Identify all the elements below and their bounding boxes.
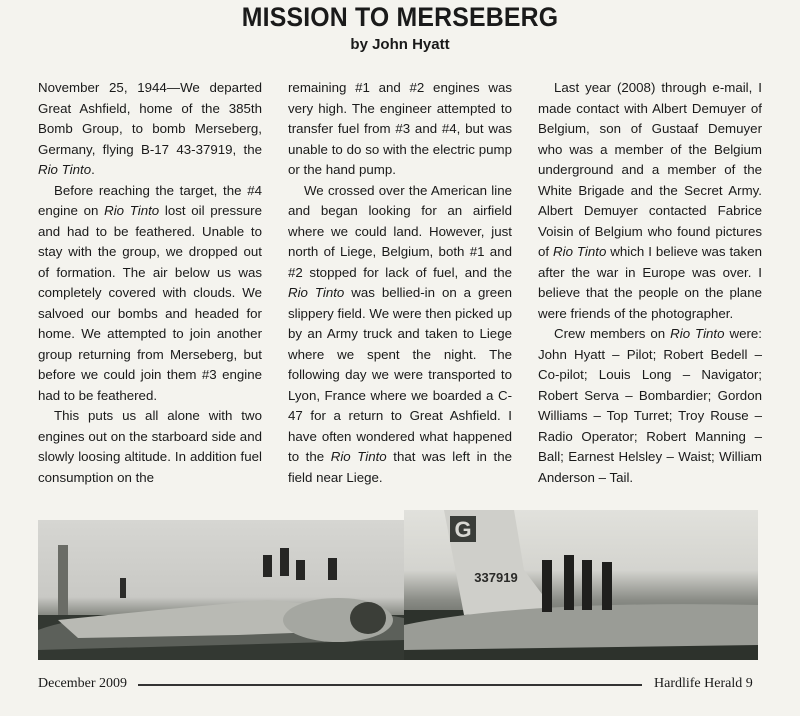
article-columns bbox=[38, 78, 762, 488]
article-title: MISSION TO MERSEBERG bbox=[241, 2, 559, 32]
paragraph: remaining #1 and #2 engines was very high. The engineer attempted to transfer fuel from #3 and #4, but was unable to do so with the electric pump or the hand pump. bbox=[288, 80, 512, 177]
tail-serial: 337919 bbox=[474, 570, 518, 585]
wreck-illustration-left bbox=[38, 520, 404, 660]
footer-rule bbox=[138, 684, 642, 686]
footer-date: December 2009 bbox=[38, 676, 128, 691]
paragraph: Crew members on Rio Tinto were: John Hyatt – Pilot; Robert Bedell – Co-pilot; Louis Long – Navigator; Robert Serva – Bombardier; Gordon Williams – Top Turret; Troy Rouse – Radio Operator; Robert Manning – Ball; Earnest Helsley – Waist; William Anderson – Tail. bbox=[538, 326, 762, 485]
footer-publication-page: Hardlife Herald 9 bbox=[654, 676, 753, 691]
crash-photos bbox=[38, 510, 758, 660]
paragraph: November 25, 1944—We departed Great Ashfield, home of the 385th Bomb Group, to bomb Merseberg, Germany, flying B-17 43-37919, the Rio Tinto. bbox=[38, 80, 262, 177]
paragraph: Last year (2008) through e-mail, I made contact with Albert Demuyer of Belgium, son of Gustaaf Demuyer who was a member of the Belgium underground and a member of the White Brigade and the Secret Army. Albert Demuyer contacted Fabrice Voisin of Belgium who found pictures of Rio Tinto which I believe was taken after the war in Europe was over. I believe that the people on the plane were friends of the photographer. bbox=[538, 80, 762, 321]
article-byline: by John Hyatt bbox=[350, 36, 450, 53]
column-1 bbox=[38, 78, 262, 488]
photo-wreck-right bbox=[404, 510, 758, 660]
photo-wreck-left bbox=[38, 520, 404, 660]
tail-letter: G bbox=[454, 517, 472, 542]
wreck-illustration-right bbox=[404, 510, 758, 660]
column-2 bbox=[288, 78, 512, 488]
column-3 bbox=[538, 78, 762, 488]
paragraph: This puts us all alone with two engines out on the starboard side and slowly loosing altitude. In addition fuel consumption on the bbox=[38, 408, 262, 485]
paragraph: Before reaching the target, the #4 engine on Rio Tinto lost oil pressure and had to be feathered. Unable to stay with the group, we dropped out of formation. The air below us was completely covered with clouds. We salvoed our bombs and headed for home. We attempted to join another group returning from Merseberg, but before we could join them #3 engine had to be feathered. bbox=[38, 182, 263, 403]
paragraph: We crossed over the American line and began looking for an airfield where we could land. However, just north of Liege, Belgium, both #1 and #2 stopped for lack of fuel, and the Rio Tinto was bellied-in on a green slippery field. We were then picked up by an Army truck and taken to Liege where we spent the night. The following day we were transported to Lyon, France where we boarded a C-47 for a return to Great Ashfield. I have often wondered what happened to the Rio Tinto that was left in the field near Liege. bbox=[288, 182, 513, 485]
